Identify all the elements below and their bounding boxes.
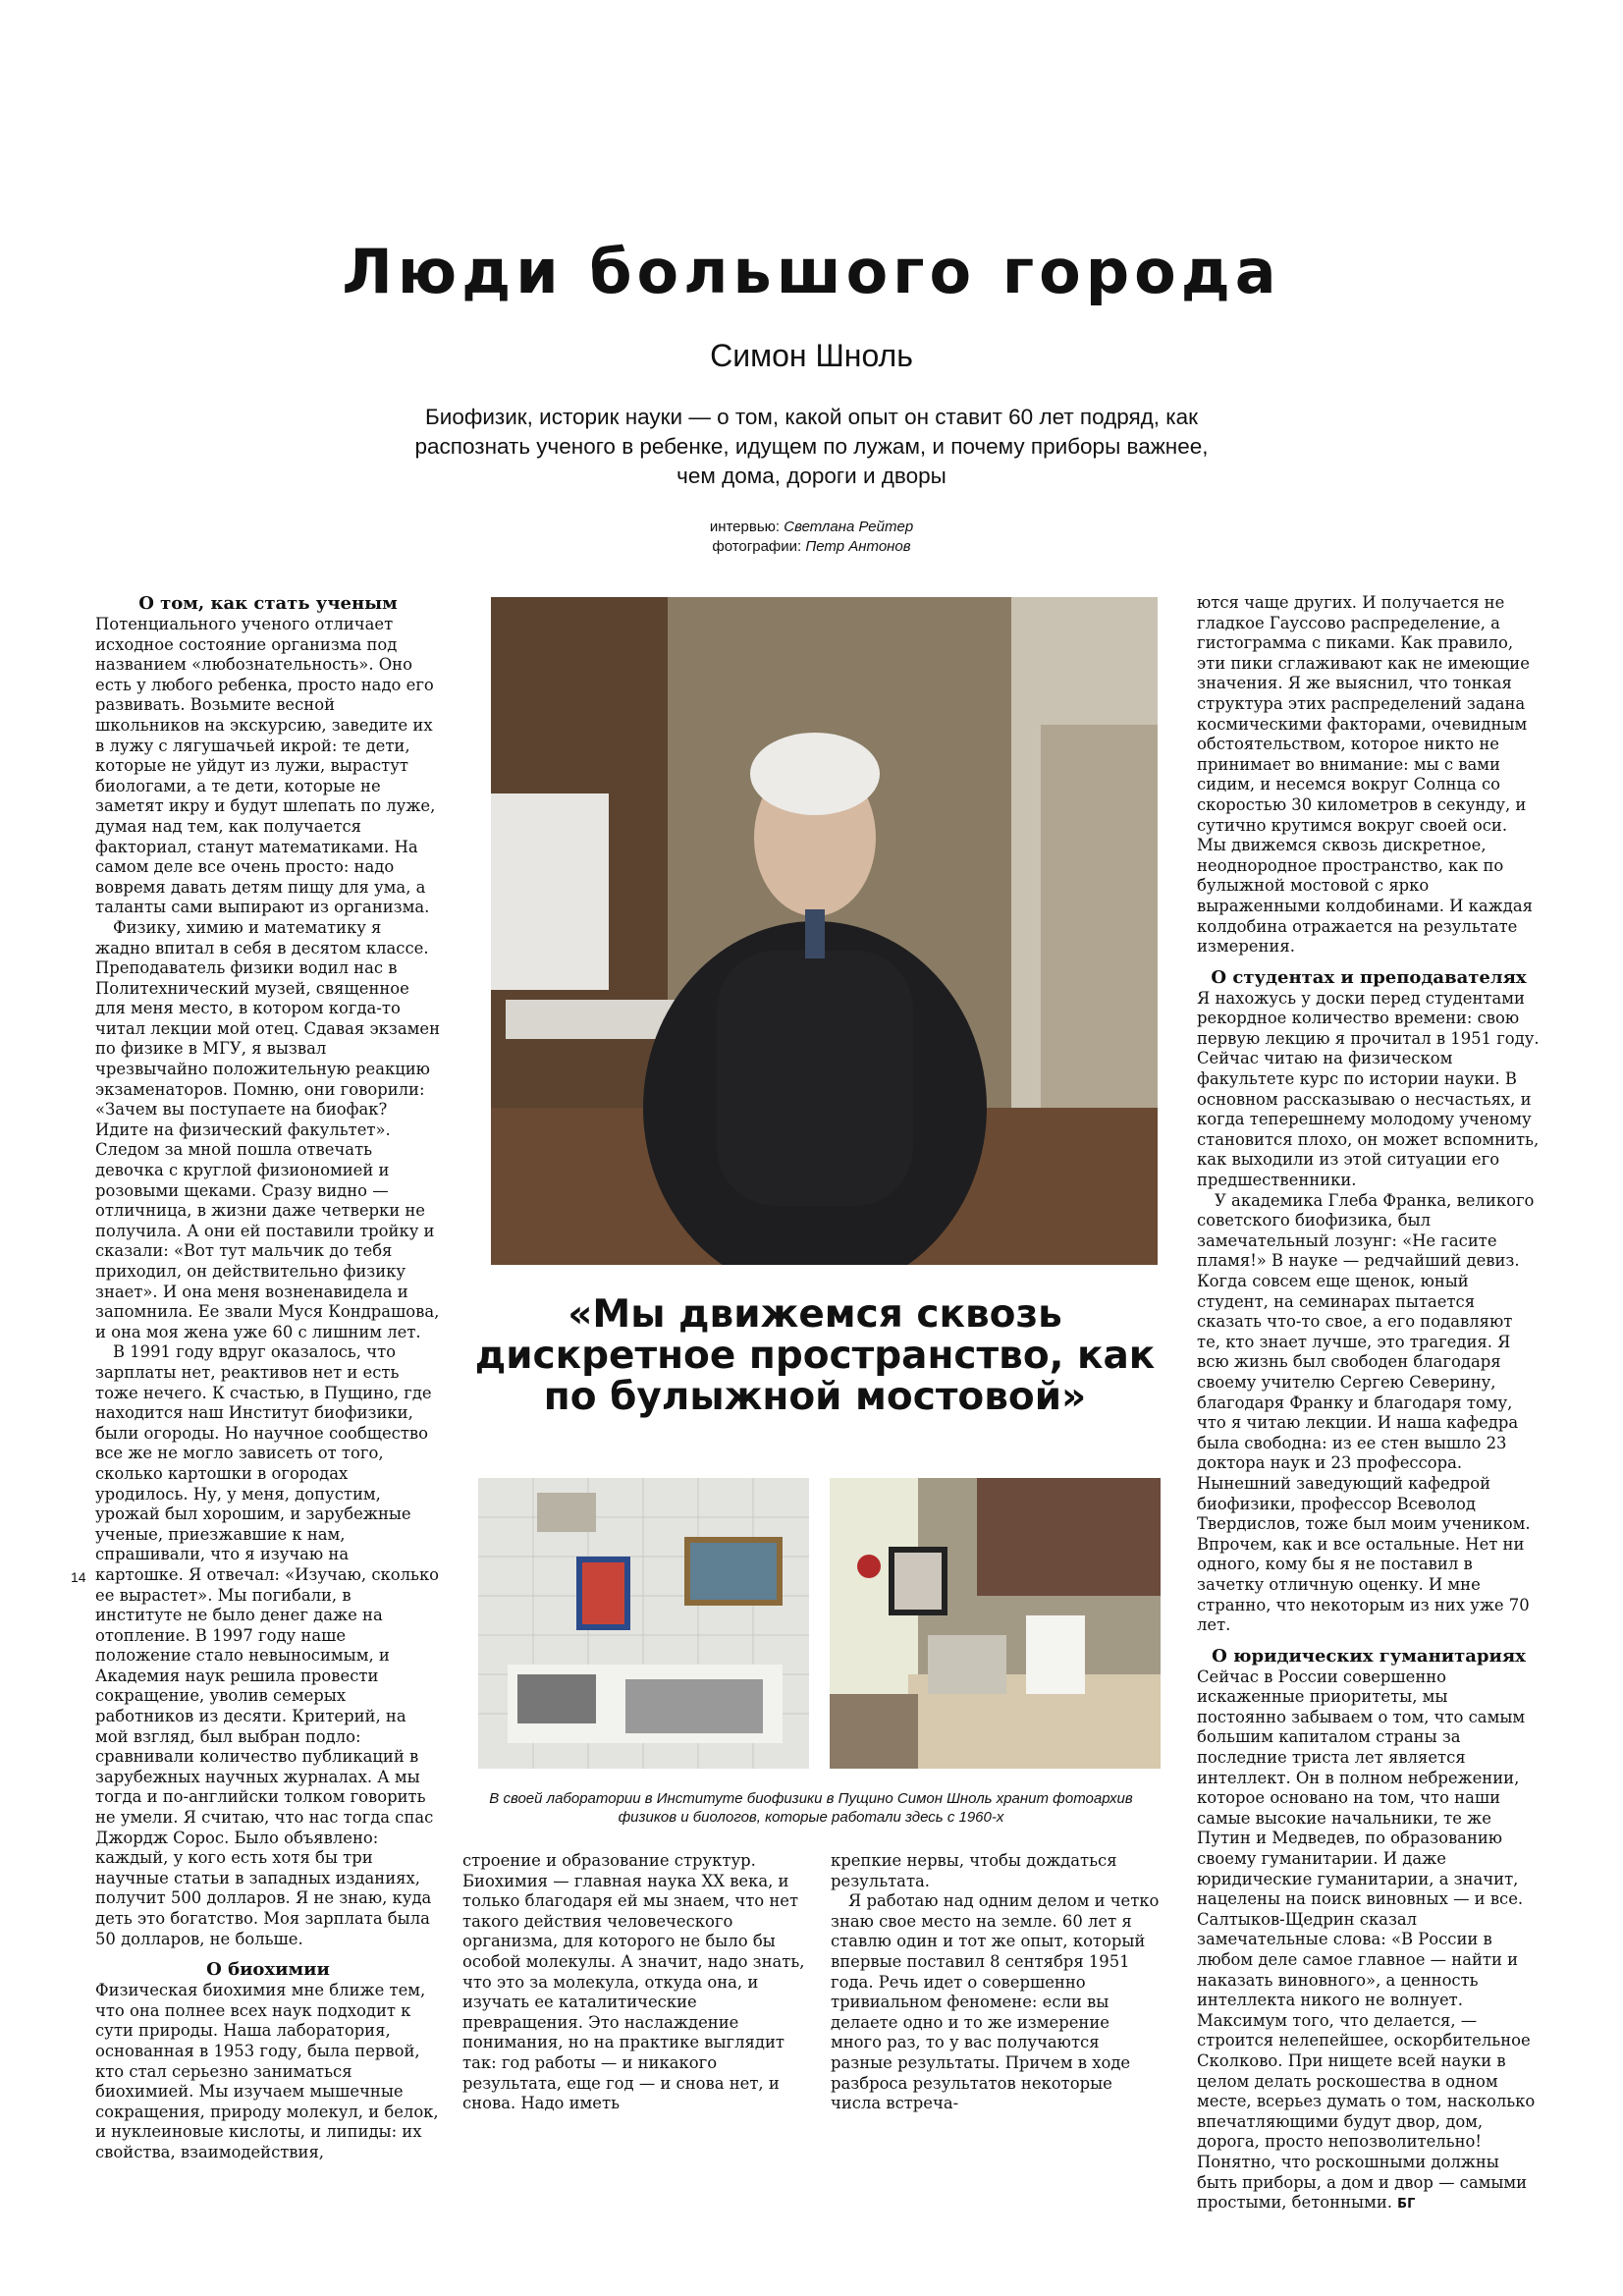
section-heading: О биохимии xyxy=(206,1959,330,1981)
lab-wall-image xyxy=(478,1478,809,1769)
lab-table-image xyxy=(830,1478,1161,1769)
paragraph: Я нахожусь у доски перед студентами рекордное количество времени: свою первую лекцию я прочитал в 1951 году. Сейчас читаю на физическом факультете курс по истории науки. В основном рассказываю о несчастьях, и когда теперешнему молодому ученому становится плохо, он может вспомнить, как выходили из этой ситуации его предшественники. xyxy=(1197,988,1540,1190)
page-title: Люди большого города xyxy=(342,236,1281,307)
column-1 xyxy=(95,593,441,2163)
paragraph: Я работаю над одним делом и четко знаю свое место на земле. 60 лет я ставлю один и тот же опыт, который впервые поставил 8 сентября 1951 года. Речь идет о совершенно тривиальном феномене: если вы делаете одно и то же измерение много раз, то у вас получаются разные результаты. Причем в ходе разброса результатов некоторые числа встреча- xyxy=(831,1891,1160,2113)
column-4 xyxy=(1197,593,1541,2215)
photo-author: Петр Антонов xyxy=(805,538,911,555)
portrait-image xyxy=(491,597,1158,1265)
section-heading: О студентах и преподавателях xyxy=(1211,966,1527,988)
paragraph: крепкие нервы, чтобы дождаться результата. xyxy=(831,1851,1117,1890)
end-mark: БГ xyxy=(1397,2197,1416,2213)
photo-label: фотографии: xyxy=(712,538,802,555)
paragraph: строение и образование структур. Биохимия — главная наука XX века, и только благодаря ей мы знаем, что нет такого действия человеческого организма, для которого не было бы особой молекулы. А значит, надо знать, что это за молекула, откуда она, и изучать ее каталитические превращения. Это наслаждение понимания, но на практике выглядит так: год работы — и никакого результата, еще год — и снова нет, и снова. Надо иметь xyxy=(462,1851,805,2113)
person-name: Симон Шноль xyxy=(710,338,913,373)
lead-paragraph: Биофизик, историк науки — о том, какой опыт он ставит 60 лет подряд, как распознать ученого в ребенке, идущем по лужам, и почему приборы важнее, чем дома, дороги и дворы xyxy=(414,405,1209,488)
paragraph: У академика Глеба Франка, великого советского биофизика, был замечательный лозунг: «Не гасите пламя!» В науке — редчайший девиз. Когда совсем еще щенок, юный студент, на семинарах пытается сказать что-то свое, а его подавляют те, кто знает лучше, это трагедия. Я всю жизнь был свободен благодаря своему учителю Сергею Северину, благодаря Франку и благодаря тому, что я читаю лекции. И наша кафедра была свободна: из ее стен вышло 23 доктора наук и 23 профессора. Нынешний заведующий кафедрой биофизики, профессор Всеволод Твердислов, тоже был моим учеником. Впрочем, как и все остальные. Нет ни одного, кому бы я не поставил в зачетку отличную оценку. И мне странно, что некоторым из них уже 70 лет. xyxy=(1197,1190,1535,1635)
photo-caption: В своей лаборатории в Институте биофизики в Пущино Симон Шноль хранит фотоархив физиков и биологов, которые работали здесь с 1960-х xyxy=(489,1790,1133,1826)
paragraph-text: Сейчас в России совершенно искаженные приоритеты, мы постоянно забываем о том, что самым большим капиталом страны за последние триста лет является интеллект. Он в полном небрежении, которое основано на том, что наши самые высокие начальники, те же Путин и Медведев, по образованию своему гуманитарии. И даже юридические гуманитарии, а значит, нацелены на поиск виновных — и все. Салтыков-Щедрин сказал замечательные слова: «В России в любом деле самое главное — найти и наказать виновного», а ценность интеллекта никого не волнует. Максимум того, что делается, — строится нелепейшее, оскорбительное Сколково. При нищете всей науки в целом делать роскошества в одном месте, всерьез думать о том, насколько впечатляющими будут двор, дом, дорога, просто непозволительно! Понятно, что роскошными должны быть приборы, а дом и двор — самыми простыми, бетонными. xyxy=(1197,1667,1536,2213)
section-heading: О том, как стать ученым xyxy=(138,593,398,614)
paragraph: Физическая биохимия мне ближе тем, что она полнее всех наук подходит к сути природы. Наша лаборатория, основанная в 1953 году, была первой, кто стал серьезно заниматься биохимией. Мы изучаем мышечные сокращения, природу молекул, и белок, и нуклеиновые кислоты, и липиды: их свойства, взаимодействия, xyxy=(95,1981,439,2161)
lab-photo-left xyxy=(478,1478,809,1769)
interview-credit xyxy=(0,519,1623,535)
pull-quote: «Мы движемся сквозь дискретное пространство, как по булыжной мостовой» xyxy=(474,1292,1156,1419)
interview-author: Светлана Рейтер xyxy=(784,519,914,535)
portrait-photo xyxy=(491,597,1158,1265)
paragraph: Потенциального ученого отличает исходное состояние организма под названием «любознательность». Оно есть у любого ребенка, просто надо его развивать. Возьмите весной школьников на экскурсию, заведите их в лужу с лягушачьей икрой: те дети, которые не уйдут из лужи, вырастут биологами, а те дети, которые не заметят икру и будут шлепать по луже, думая над тем, как получается факториал, станут математиками. На самом деле все очень просто: надо вовремя давать детям пищу для ума, а таланты сами выпирают из организма. xyxy=(95,615,436,917)
paragraph: ются чаще других. И получается не гладкое Гауссово распределение, а гистограмма с пиками. Как правило, эти пики сглаживают как не имеющие значения. Я же выяснил, что тонкая структура этих распределений задана космическими факторами, очевидным обстоятельством, которое никто не принимает во внимание: мы с вами сидим, и несемся вокруг Солнца со скоростью 30 километров в секунду, и сутично крутимся вокруг своей оси. Мы движемся сквозь дискретное, неоднородное пространство, как по булыжной мостовой с ярко выраженными колдобинами. И каждая колдобина отражается на результате измерения. xyxy=(1197,593,1533,957)
column-2 xyxy=(462,1851,808,2114)
column-3 xyxy=(831,1851,1160,2114)
section-heading: О юридических гуманитариях xyxy=(1212,1645,1526,1667)
paragraph xyxy=(1197,1667,1541,2215)
interview-label: интервью: xyxy=(709,519,781,535)
photo-credit xyxy=(0,538,1623,555)
page-number: 14 xyxy=(71,1569,86,1585)
lab-photo-right xyxy=(830,1478,1161,1769)
paragraph: В 1991 году вдруг оказалось, что зарплаты нет, реактивов нет и есть тоже нечего. К счастью, в Пущино, где находится наш Институт биофизики, были огороды. Но научное сообщество все же не могло зависеть от того, сколько картошки в огородах уродилось. Ну, у меня, допустим, урожай был хорошим, и зарубежные ученые, приезжавшие к нам, спрашивали, что я изучаю на картошке. Я отвечал: «Изучаю, сколько ее вырастет». Мы погибали, в институте не было денег даже на отопление. В 1997 году наше положение стало невыносимым, и Академия наук решила провести сокращение, уволив семерых работников из десяти. Критерий, на мой взгляд, был выбран подло: сравнивали количество публикаций в зарубежных научных журналах. А мы тогда и по-английски толком говорить не умели. Я считаю, что нас тогда спас Джордж Сорос. Было объявлено: каждый, у кого есть хотя бы три научные статьи в западных изданиях, получит 500 долларов. Я не знаю, куда деть это богатство. Моя зарплата была 50 долларов, не больше. xyxy=(95,1342,440,1948)
paragraph: Физику, химию и математику я жадно впитал в себя в десятом классе. Преподаватель физики водил нас в Политехнический музей, священное для меня место, в котором когда-то читал лекции мой отец. Сдавая экзамен по физике в МГУ, я вызвал чрезвычайно положительную реакцию экзаменаторов. Помню, они говорили: «Зачем вы поступаете на биофак? Идите на физический факультет». Следом за мной пошла отвечать девочка с круглой физиономией и розовыми щеками. Сразу видно — отличница, в жизни даже четверки не получила. А они ей поставили тройку и сказали: «Вот тут мальчик до тебя приходил, он действительно физику знает». И она меня возненавидела и запомнила. Ее звали Муся Кондрашова, и она моя жена уже 60 с лишним лет. xyxy=(95,917,440,1341)
